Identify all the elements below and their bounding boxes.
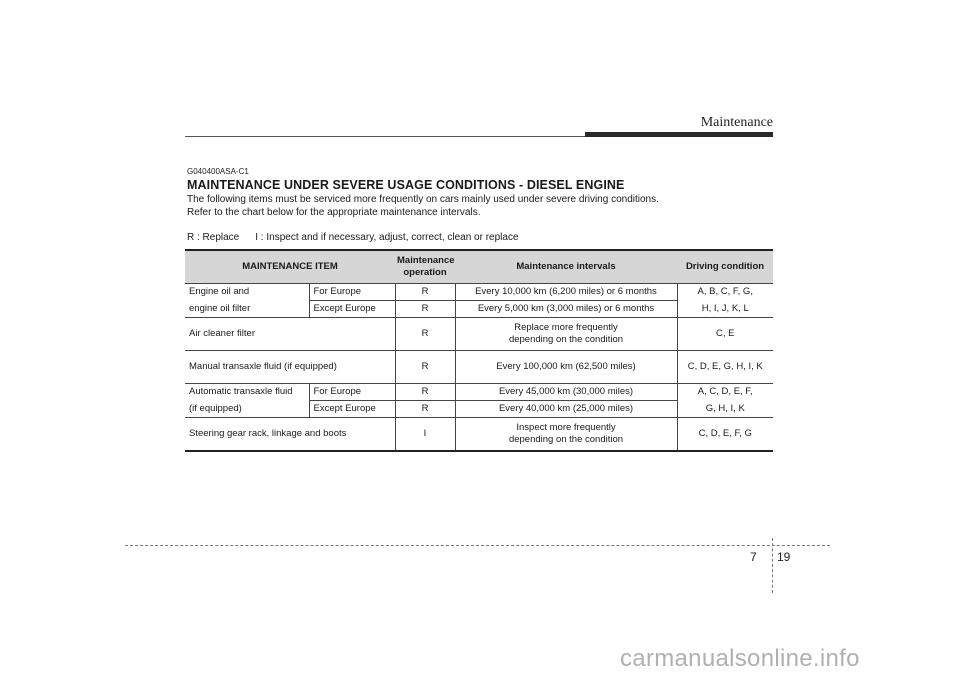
cell-operation: R (395, 384, 455, 401)
page-number: 19 (777, 550, 791, 564)
cell-condition: C, D, E, G, H, I, K (677, 351, 773, 384)
maintenance-table (185, 249, 773, 452)
cell-operation: R (395, 318, 455, 351)
intro-line: Refer to the chart below for the appropriate maintenance intervals. (187, 207, 481, 218)
header-condition: Driving condition (677, 250, 773, 284)
intro-text (187, 193, 659, 219)
footer-rule (125, 545, 830, 546)
page-heading: MAINTENANCE UNDER SEVERE USAGE CONDITIONS - DIESEL ENGINE (187, 178, 625, 192)
footer-divider (772, 538, 773, 593)
table-row (185, 401, 773, 418)
cell-item-name: Engine oil and (189, 286, 250, 298)
cell-item-name: Automatic transaxle fluid (189, 386, 293, 398)
cell-sub: Except Europe (309, 301, 395, 318)
cell-condition: H, I, J, K, L (677, 301, 773, 318)
cell-condition: C, E (677, 318, 773, 351)
header-accent-bar (585, 132, 773, 137)
legend-replace: R : Replace (187, 232, 240, 243)
cell-interval: Every 100,000 km (62,500 miles) (455, 351, 677, 384)
table-row (185, 301, 773, 318)
cell-sub: For Europe (309, 284, 395, 301)
cell-interval: Every 10,000 km (6,200 miles) or 6 months (455, 284, 677, 301)
cell-interval: Inspect more frequently depending on the condition (455, 418, 677, 452)
cell-condition: A, B, C, F, G, (677, 284, 773, 301)
cell-operation: R (395, 401, 455, 418)
chapter-number: 7 (750, 550, 757, 564)
section-title: Maintenance (700, 115, 773, 130)
cell-interval: Every 5,000 km (3,000 miles) or 6 months (455, 301, 677, 318)
header-interval: Maintenance intervals (455, 250, 677, 284)
legend-inspect: I : Inspect and if necessary, adjust, correct, clean or replace (255, 232, 519, 243)
cell-condition: A, C, D, E, F, (677, 384, 773, 401)
cell-condition: G, H, I, K (677, 401, 773, 418)
table-header-row (185, 250, 773, 284)
cell-interval: Every 45,000 km (30,000 miles) (455, 384, 677, 401)
header-operation: Maintenance operation (395, 250, 455, 284)
document-code: G040400ASA-C1 (187, 167, 249, 176)
cell-item-name: (if equipped) (185, 401, 309, 418)
cell-condition: C, D, E, F, G (677, 418, 773, 452)
table-row (185, 284, 773, 301)
intro-line: The following items must be serviced more frequently on cars mainly used under severe driving conditions. (187, 194, 659, 205)
cell-interval: Replace more frequently depending on the condition (455, 318, 677, 351)
cell-operation: R (395, 284, 455, 301)
table-row (185, 418, 773, 452)
cell-operation: R (395, 301, 455, 318)
cell-item-name: Steering gear rack, linkage and boots (185, 418, 395, 452)
table-row (185, 384, 773, 401)
table-row (185, 318, 773, 351)
cell-sub: Except Europe (309, 401, 395, 418)
watermark: carmanualsonline.info (620, 645, 860, 672)
cell-operation: R (395, 351, 455, 384)
table-row (185, 351, 773, 384)
header-item: MAINTENANCE ITEM (185, 250, 395, 284)
cell-operation: I (395, 418, 455, 452)
cell-interval: Every 40,000 km (25,000 miles) (455, 401, 677, 418)
cell-item-name: Air cleaner filter (185, 318, 395, 351)
cell-sub: For Europe (309, 384, 395, 401)
cell-item-name: engine oil filter (185, 301, 309, 318)
legend (187, 232, 519, 243)
cell-item-name: Manual transaxle fluid (if equipped) (185, 351, 395, 384)
